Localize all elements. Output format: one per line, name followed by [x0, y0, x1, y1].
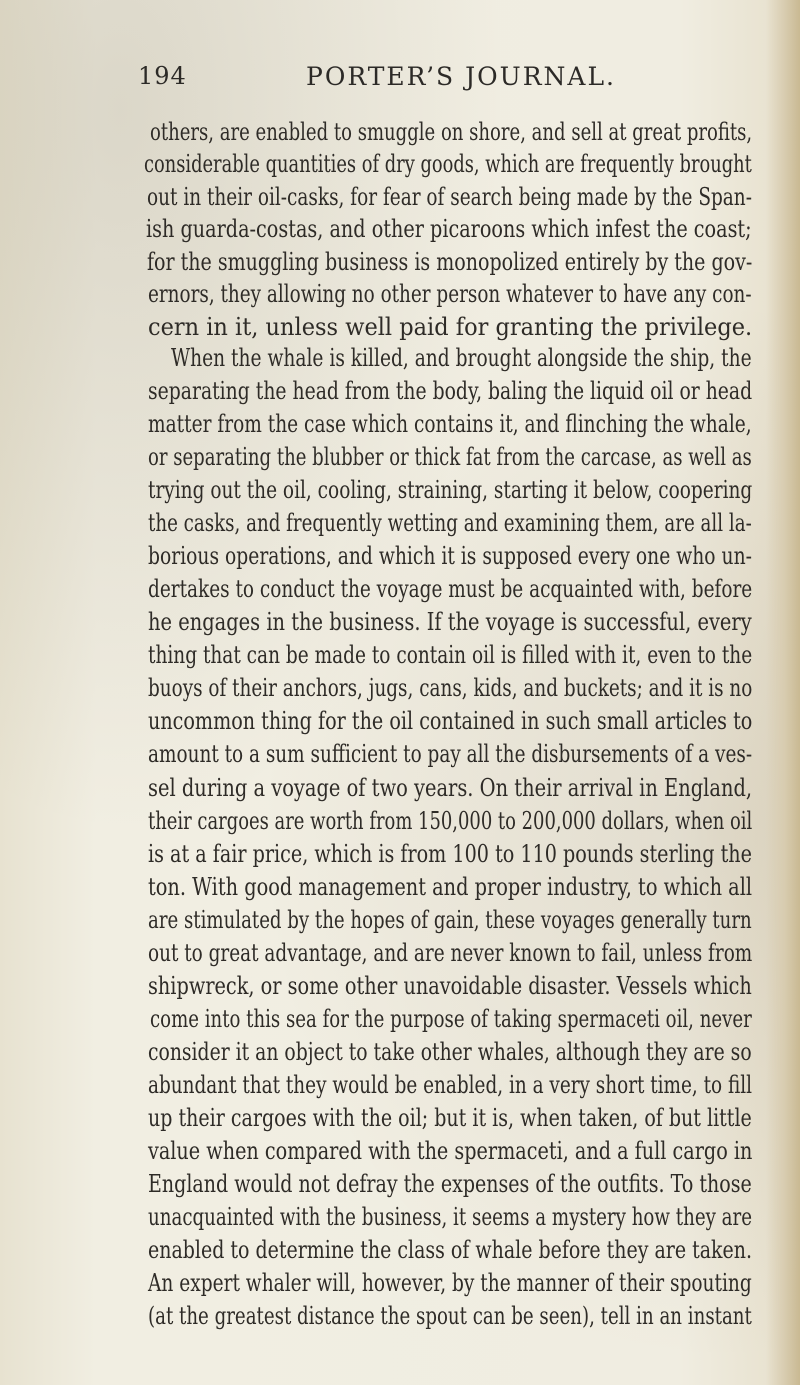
text-line: consider it an object to take other whales, although they are so [148, 1038, 752, 1066]
text-line: he engages in the business. If the voyage is successful, every [148, 608, 752, 636]
text-line: An expert whaler will, however, by the manner of their spouting [148, 1269, 752, 1297]
text-line: come into this sea for the purpose of taking spermaceti oil, never [150, 1005, 752, 1033]
text-line: out in their oil-casks, for fear of search being made by the Span- [147, 183, 752, 211]
text-line: When the whale is killed, and brought alongside the ship, the [171, 344, 752, 372]
text-line: ernors, they allowing no other person whatever to have any con- [148, 280, 752, 308]
text-line: up their cargoes with the oil; but it is, when taken, of but little [148, 1104, 752, 1132]
page-number: 194 [138, 62, 187, 90]
text-line: out to great advantage, and are never known to fail, unless from [148, 939, 753, 967]
text-line: sel during a voyage of two years. On their arrival in England, [148, 774, 753, 802]
text-line: trying out the oil, cooling, straining, starting it below, coopering [148, 476, 753, 504]
text-line: buoys of their anchors, jugs, cans, kids, and buckets; and it is no [148, 674, 753, 702]
text-line: others, are enabled to smuggle on shore, and sell at great profits, [150, 118, 753, 146]
text-line: enabled to determine the class of whale before they are taken. [148, 1236, 753, 1264]
text-line: (at the greatest distance the spout can be seen), tell in an instant [148, 1302, 752, 1330]
text-line: separating the head from the body, baling the liquid oil or head [148, 377, 753, 405]
text-line: abundant that they would be enabled, in a very short time, to fill [148, 1071, 753, 1099]
text-line: are stimulated by the hopes of gain, these voyages generally turn [148, 906, 752, 934]
text-line: England would not defray the expenses of the outfits. To those [148, 1170, 752, 1198]
text-line: matter from the case which contains it, and flinching the whale, [148, 410, 752, 438]
text-line: ton. With good management and proper industry, to which all [148, 873, 753, 901]
text-line: the casks, and frequently wetting and examining them, are all la- [148, 509, 752, 537]
text-line: cern in it, unless well paid for granting the privilege. [148, 313, 753, 341]
text-line: thing that can be made to contain oil is filled with it, even to the [148, 641, 753, 669]
text-line: value when compared with the spermaceti, and a full cargo in [148, 1137, 753, 1165]
text-line: considerable quantities of dry goods, which are frequently brought [144, 150, 752, 178]
text-line: uncommon thing for the oil contained in such small articles to [148, 707, 753, 735]
running-title: PORTER’S JOURNAL. [306, 62, 616, 91]
text-line: their cargoes are worth from 150,000 to 200,000 dollars, when oil [148, 807, 753, 835]
text-line: dertakes to conduct the voyage must be acquainted with, before [148, 575, 753, 603]
text-line: or separating the blubber or thick fat from the carcase, as well as [148, 443, 752, 471]
text-line: unacquainted with the business, it seems a mystery how they are [148, 1203, 753, 1231]
text-line: is at a fair price, which is from 100 to 110 pounds sterling the [148, 840, 752, 868]
text-line: amount to a sum sufficient to pay all the disbursements of a ves- [148, 740, 753, 768]
text-line: shipwreck, or some other unavoidable disaster. Vessels which [148, 972, 752, 1000]
text-line: ish guarda-costas, and other picaroons which infest the coast; [146, 215, 752, 243]
text-line: borious operations, and which it is supposed every one who un- [148, 542, 752, 570]
text-line: for the smuggling business is monopolized entirely by the gov- [147, 248, 753, 276]
